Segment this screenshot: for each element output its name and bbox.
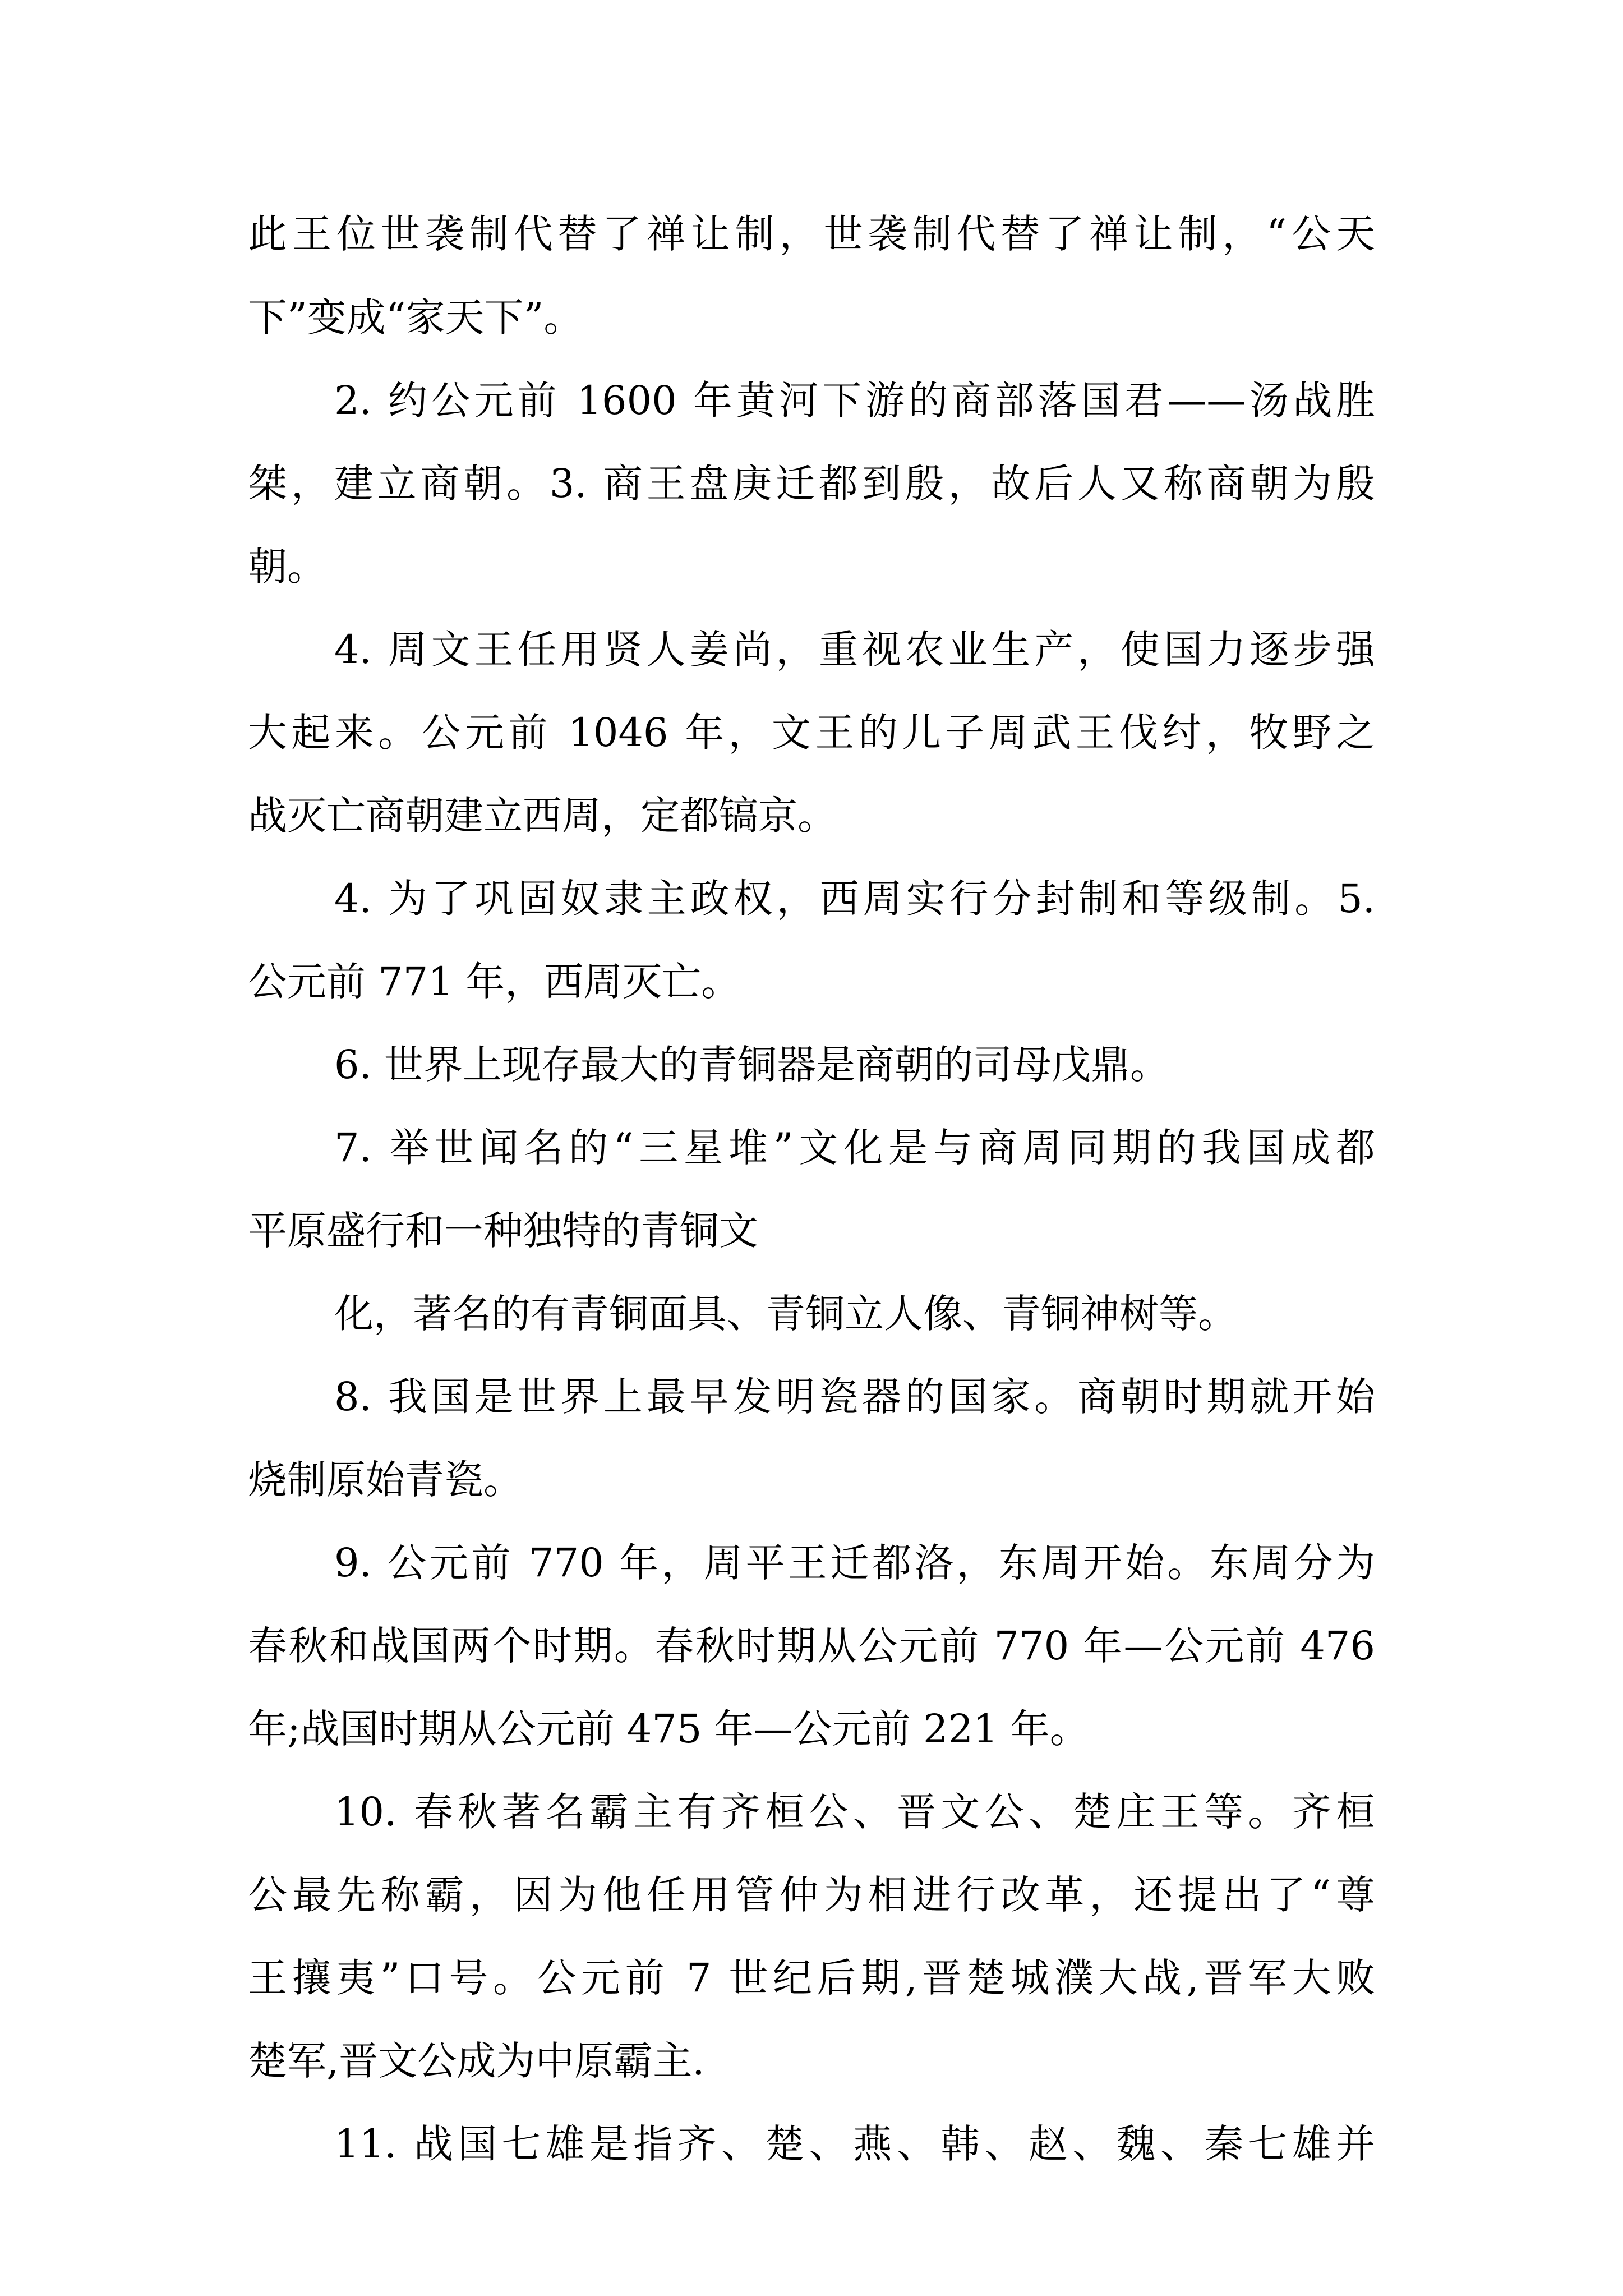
text-line: 9. 公元前 770 年，周平王迁都洛，东周开始。东周分为 [334, 1540, 1375, 1586]
text-line: 楚军,晋文公成为中原霸主. [248, 2038, 705, 2084]
text-line: 烧制原始青瓷。 [248, 1457, 523, 1503]
text-line: 桀，建立商朝。3. 商王盘庚迁都到殷，故后人又称商朝为殷 [248, 461, 1375, 507]
text-line: 下”变成“家天下”。 [248, 295, 583, 341]
text-line: 4. 为了巩固奴隶主政权，西周实行分封制和等级制。5. [334, 876, 1375, 922]
text-line: 战灭亡商朝建立西周，定都镐京。 [248, 793, 837, 839]
text-line: 10. 春秋著名霸主有齐桓公、晋文公、楚庄王等。齐桓 [334, 1789, 1375, 1835]
text-line: 8. 我国是世界上最早发明瓷器的国家。商朝时期就开始 [334, 1374, 1375, 1420]
text-line: 年;战国时期从公元前 475 年—公元前 221 年。 [248, 1706, 1089, 1752]
text-line: 7. 举世闻名的“三星堆”文化是与商周同期的我国成都 [334, 1125, 1375, 1171]
text-line: 春秋和战国两个时期。春秋时期从公元前 770 年—公元前 476 [248, 1623, 1375, 1669]
text-line: 平原盛行和一种独特的青铜文 [248, 1208, 758, 1254]
text-line: 4. 周文王任用贤人姜尚，重视农业生产，使国力逐步强 [334, 627, 1375, 673]
text-line: 化，著名的有青铜面具、青铜立人像、青铜神树等。 [334, 1291, 1237, 1337]
text-line: 公元前 771 年，西周灭亡。 [248, 959, 741, 1005]
text-line: 6. 世界上现存最大的青铜器是商朝的司母戊鼎。 [334, 1042, 1170, 1088]
text-line: 公最先称霸，因为他任用管仲为相进行改革，还提出了“尊 [248, 1872, 1375, 1918]
text-line: 此王位世袭制代替了禅让制，世袭制代替了禅让制，“公天 [248, 211, 1375, 257]
text-line: 11. 战国七雄是指齐、楚、燕、韩、赵、魏、秦七雄并 [334, 2121, 1375, 2167]
text-line: 大起来。公元前 1046 年，文王的儿子周武王伐纣，牧野之 [248, 710, 1375, 756]
text-line: 2. 约公元前 1600 年黄河下游的商部落国君——汤战胜 [334, 378, 1375, 424]
text-line: 朝。 [248, 544, 326, 590]
text-line: 王攘夷”口号。公元前 7 世纪后期,晋楚城濮大战,晋军大败 [248, 1955, 1375, 2001]
